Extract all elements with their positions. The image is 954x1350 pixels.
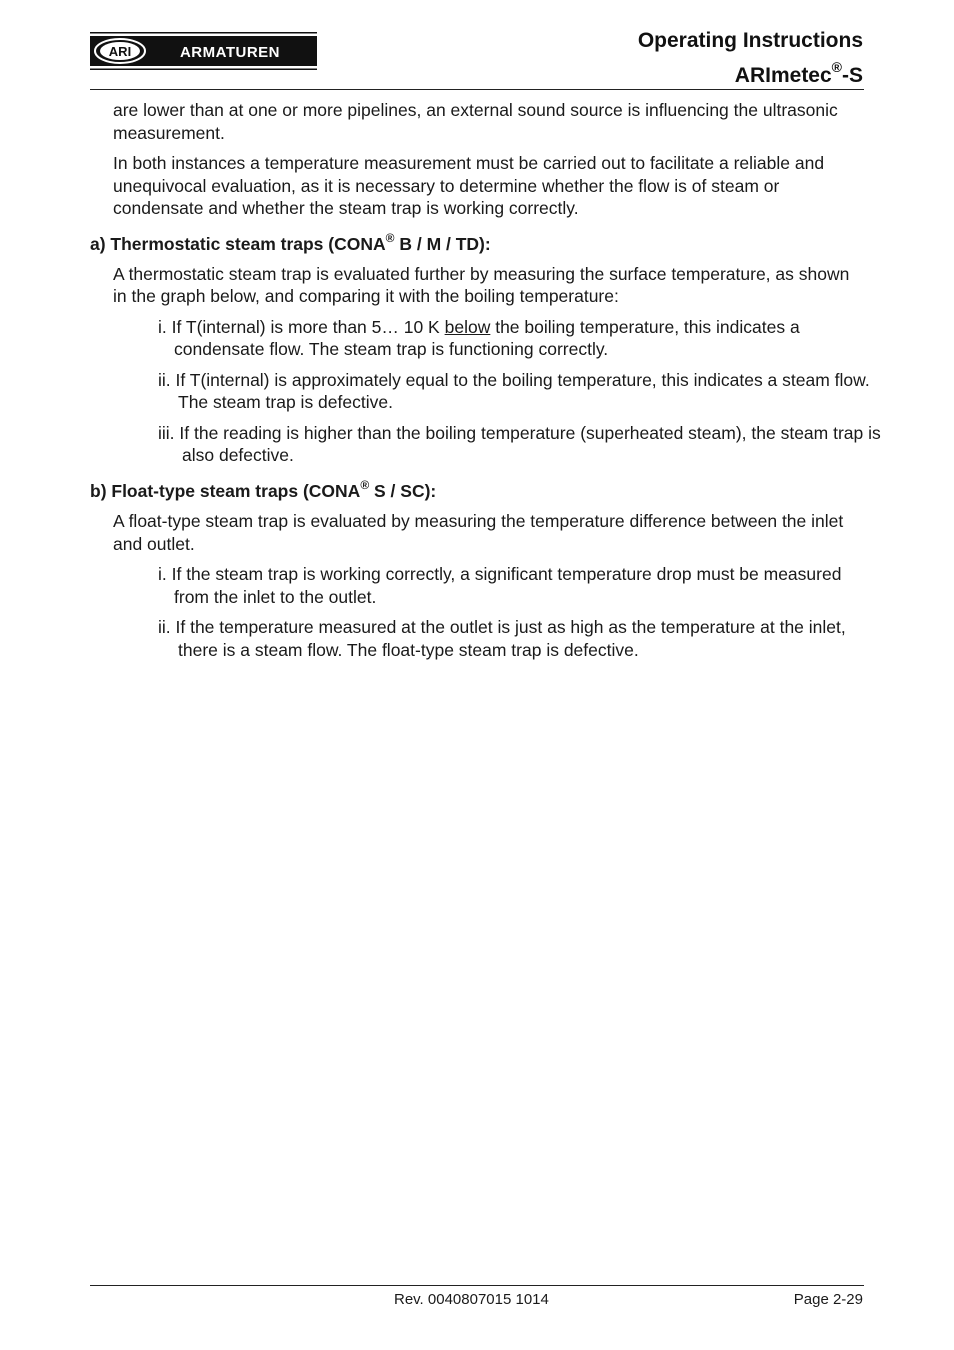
section-heading-b: b) Float-type steam traps (CONA® S / SC): [90, 477, 437, 501]
section-heading-a: a) Thermostatic steam traps (CONA® B / M / TD): [90, 230, 491, 254]
document-title-line2: ARImetec®-S [734, 59, 863, 87]
ari-armaturen-logo [90, 32, 317, 70]
page-number: Page 2-29 [793, 1291, 863, 1308]
list-item: ii. If the temperature measured at the outlet is just as high as the temperature at the inlet, there is a steam flow. The float-type steam trap is defective. [158, 617, 846, 660]
paragraph: A float-type steam trap is evaluated by measuring the temperature difference between the inlet and outlet. [113, 511, 844, 554]
svg-text:ARI: ARI [108, 44, 132, 59]
document-title-line1: Operating Instructions [637, 29, 863, 52]
list-item: i. If T(internal) is more than 5… 10 K below the boiling temperature, this indicates a condensate flow. The steam trap is functioning correctly. [158, 316, 800, 360]
list-item: i. If the steam trap is working correctly, a significant temperature drop must be measured from the inlet to the outlet. [158, 564, 842, 607]
main-content [90, 99, 881, 669]
header-divider [90, 89, 864, 90]
footer-divider [90, 1285, 864, 1286]
list-item: iii. If the reading is higher than the boiling temperature (superheated steam), the steam trap is also defective. [158, 422, 881, 466]
svg-text:ARMATUREN: ARMATUREN [179, 44, 281, 61]
document-title [638, 27, 863, 90]
list-item: ii. If T(internal) is approximately equal to the boiling temperature, this indicates a steam flow. The steam trap is defective. [158, 369, 870, 413]
paragraph: A thermostatic steam trap is evaluated further by measuring the surface temperature, as shown in the graph below, and comparing it with the boiling temperature: [113, 263, 850, 307]
paragraph: In both instances a temperature measurement must be carried out to facilitate a reliable and unequivocal evaluation, as it is necessary to determine whether the flow is of steam or condensate and whether the steam trap is working correctly. [113, 153, 825, 218]
paragraph: are lower than at one or more pipelines, an external sound source is influencing the ultrasonic measurement. [113, 100, 838, 143]
revision-number: Rev. 0040807015 1014 [394, 1291, 549, 1308]
